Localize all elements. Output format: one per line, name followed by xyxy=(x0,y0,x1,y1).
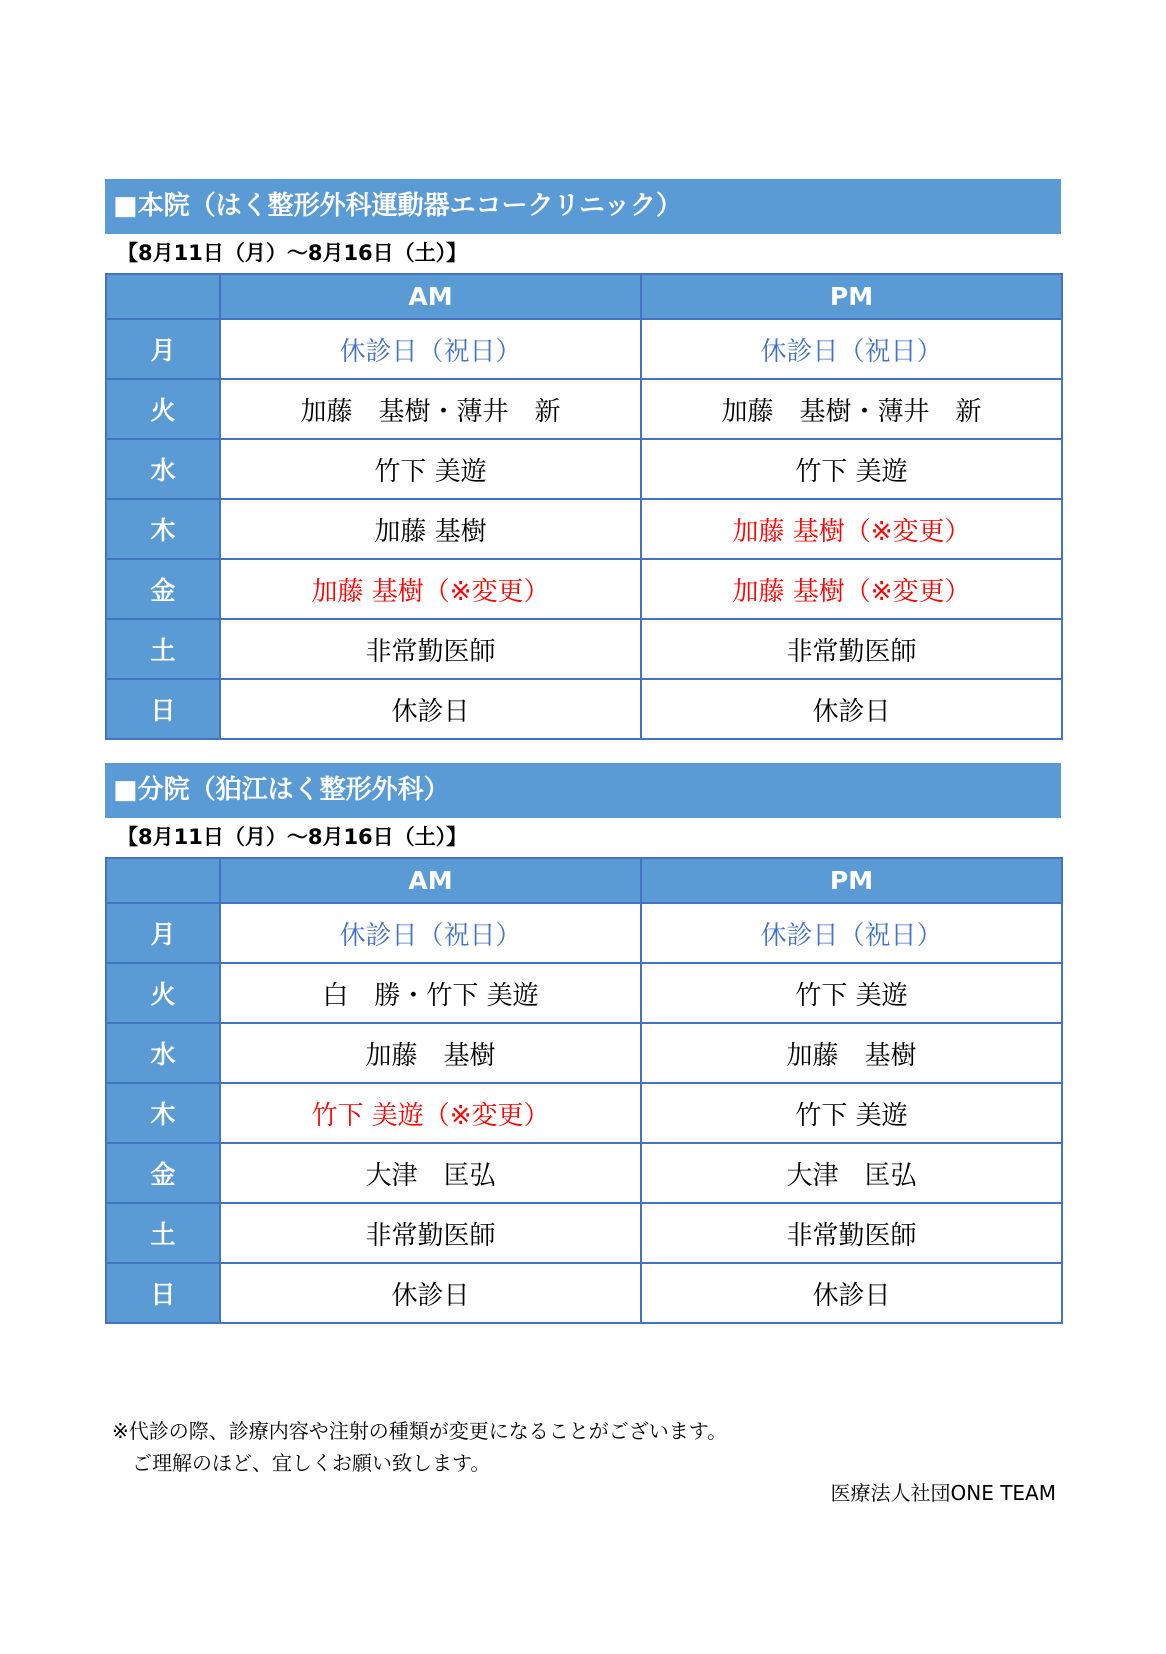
pm-cell: 休診日 xyxy=(641,679,1062,739)
table-row xyxy=(106,619,1062,679)
day-label: 金 xyxy=(106,559,220,619)
main-clinic-section xyxy=(105,179,1061,740)
branch-clinic-title: ■分院（狛江はく整形外科） xyxy=(105,763,1061,818)
day-label: 日 xyxy=(106,1263,220,1323)
day-label: 土 xyxy=(106,1203,220,1263)
table-header-row xyxy=(106,858,1062,903)
table-row xyxy=(106,1143,1062,1203)
am-cell: 白 勝・竹下 美遊 xyxy=(220,963,641,1023)
pm-cell: 非常勤医師 xyxy=(641,1203,1062,1263)
pm-cell: 加藤 基樹（※変更） xyxy=(641,499,1062,559)
am-cell: 非常勤医師 xyxy=(220,619,641,679)
pm-cell: 加藤 基樹・薄井 新 xyxy=(641,379,1062,439)
day-label: 水 xyxy=(106,1023,220,1083)
am-cell: 加藤 基樹（※変更） xyxy=(220,559,641,619)
pm-cell: 竹下 美遊 xyxy=(641,963,1062,1023)
table-row xyxy=(106,1203,1062,1263)
table-row xyxy=(106,439,1062,499)
corner-cell xyxy=(106,274,220,319)
corner-cell xyxy=(106,858,220,903)
day-label: 木 xyxy=(106,499,220,559)
am-header: AM xyxy=(220,274,641,319)
main-clinic-schedule-table xyxy=(105,273,1063,740)
day-label: 火 xyxy=(106,963,220,1023)
pm-cell: 竹下 美遊 xyxy=(641,1083,1062,1143)
day-label: 金 xyxy=(106,1143,220,1203)
am-cell: 加藤 基樹 xyxy=(220,499,641,559)
pm-cell: 休診日（祝日） xyxy=(641,903,1062,963)
notes xyxy=(112,1415,727,1479)
pm-header: PM xyxy=(641,858,1062,903)
main-clinic-title: ■本院（はく整形外科運動器エコークリニック） xyxy=(105,179,1061,234)
day-label: 火 xyxy=(106,379,220,439)
pm-cell: 加藤 基樹（※変更） xyxy=(641,559,1062,619)
day-label: 水 xyxy=(106,439,220,499)
pm-cell: 大津 匡弘 xyxy=(641,1143,1062,1203)
pm-cell: 竹下 美遊 xyxy=(641,439,1062,499)
am-cell: 休診日 xyxy=(220,1263,641,1323)
am-cell: 加藤 基樹・薄井 新 xyxy=(220,379,641,439)
am-cell: 大津 匡弘 xyxy=(220,1143,641,1203)
main-clinic-period: 【8月11日（月）～8月16日（土）】 xyxy=(117,241,468,265)
day-label: 土 xyxy=(106,619,220,679)
note-line-1: ※代診の際、診療内容や注射の種類が変更になることがございます。 xyxy=(112,1419,728,1443)
am-cell: 非常勤医師 xyxy=(220,1203,641,1263)
table-row xyxy=(106,379,1062,439)
organization-name: 医療法人社団ONE TEAM xyxy=(830,1481,1056,1505)
table-row xyxy=(106,1263,1062,1323)
table-row xyxy=(106,679,1062,739)
pm-cell: 休診日 xyxy=(641,1263,1062,1323)
table-row xyxy=(106,559,1062,619)
table-row xyxy=(106,319,1062,379)
pm-cell: 加藤 基樹 xyxy=(641,1023,1062,1083)
pm-cell: 非常勤医師 xyxy=(641,619,1062,679)
table-row xyxy=(106,1023,1062,1083)
branch-clinic-schedule-table xyxy=(105,857,1063,1324)
am-cell: 休診日 xyxy=(220,679,641,739)
pm-header: PM xyxy=(641,274,1062,319)
table-header-row xyxy=(106,274,1062,319)
table-row xyxy=(106,499,1062,559)
branch-clinic-period: 【8月11日（月）～8月16日（土）】 xyxy=(117,825,468,849)
am-cell: 休診日（祝日） xyxy=(220,319,641,379)
am-cell: 休診日（祝日） xyxy=(220,903,641,963)
day-label: 月 xyxy=(106,903,220,963)
day-label: 木 xyxy=(106,1083,220,1143)
note-line-2: ご理解のほど、宜しくお願い致します。 xyxy=(132,1451,491,1475)
am-cell: 竹下 美遊（※変更） xyxy=(220,1083,641,1143)
table-row xyxy=(106,963,1062,1023)
am-cell: 竹下 美遊 xyxy=(220,439,641,499)
day-label: 月 xyxy=(106,319,220,379)
pm-cell: 休診日（祝日） xyxy=(641,319,1062,379)
am-cell: 加藤 基樹 xyxy=(220,1023,641,1083)
table-row xyxy=(106,903,1062,963)
am-header: AM xyxy=(220,858,641,903)
day-label: 日 xyxy=(106,679,220,739)
branch-clinic-section xyxy=(105,763,1061,1324)
table-row xyxy=(106,1083,1062,1143)
